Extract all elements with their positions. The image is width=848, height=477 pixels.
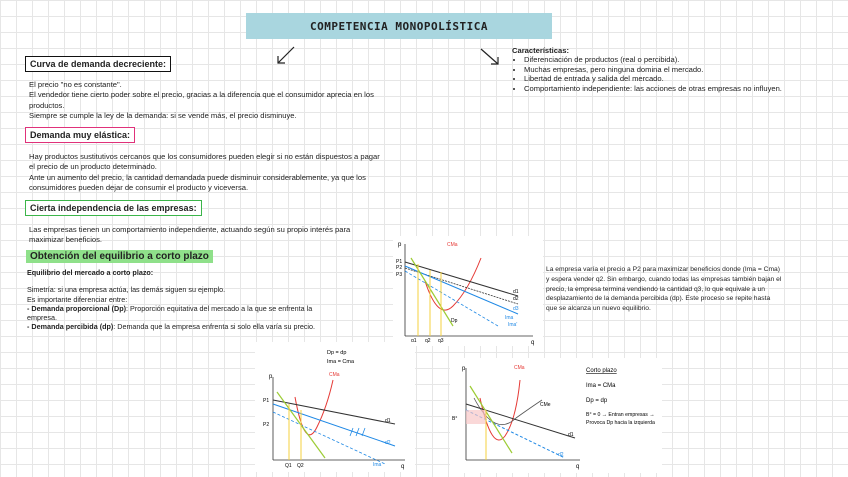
text-line: maximizar beneficios. [29, 235, 103, 245]
legend-line: Dp = dp [327, 350, 347, 356]
text-line: Siempre se cumple la ley de la demanda: si se vende más, el precio disminuye. [29, 110, 297, 120]
arrow-right-icon [478, 46, 506, 70]
heading-equilibrio: Obtención del equilibrio a corto plazo [26, 250, 213, 263]
dp-line [411, 258, 453, 326]
legend-corto-plazo [586, 368, 655, 426]
label-q1: Q1 [285, 463, 292, 469]
legend-line: Corto plazo [586, 368, 617, 374]
text-line: Es importante diferenciar entre: [27, 294, 128, 304]
label-d2: d2 [385, 440, 391, 446]
label-ima: Ima [373, 462, 382, 468]
heading-demanda-decreciente: Curva de demanda decreciente: [25, 56, 171, 72]
label-p3: P3 [396, 272, 403, 278]
text-line: El vendedor tiene cierto poder sobre el precio, gracias a la diferencia que el consumidor aprecia en los [29, 90, 374, 100]
text-line: El precio "no es constante". [29, 80, 122, 89]
page-title: COMPETENCIA MONOPOLÍSTICA [246, 13, 552, 39]
caracteristicas-title: Características: [512, 46, 569, 55]
definition-text: empresa. [27, 313, 57, 323]
ima-line [273, 412, 385, 464]
text-line: Hay productos sustitutivos cercanos que los consumidores pueden elegir si no están dispuestos a pagar [29, 152, 380, 161]
arrow-left-icon [270, 44, 300, 68]
definition-item [27, 304, 387, 313]
explicacion-text [546, 265, 846, 314]
list-item: • Comportamiento independiente: las acciones de otras empresas no influyen. [524, 84, 832, 94]
definition-item [27, 313, 387, 322]
heading-independencia: Cierta independencia de las empresas: [25, 200, 202, 216]
text-line: que se alcanza un nuevo equilibrio. [546, 305, 651, 313]
label-d2: d2 [558, 452, 564, 458]
label-d3: d3 [513, 306, 519, 312]
label-cma: CMa [514, 365, 525, 371]
legend-line: Provoca Dp hacia la izquierda [586, 420, 655, 426]
label-cme: CMe [540, 402, 551, 408]
label-cma: CMa [329, 372, 340, 378]
text-line: el precio de un producto determinado. [29, 162, 157, 172]
list-item: • Libertad de entrada y salida del mercado. [524, 74, 832, 84]
text-line: consumidores pueden dejar de consumir el producto y viceversa. [29, 182, 249, 192]
text-line: productos. [29, 100, 65, 110]
shift-arrows-icon [350, 428, 365, 436]
label-p2: P2 [263, 422, 270, 428]
text-line: y espera vender q2. Sin embargo, cuando todas las empresas también bajan el [546, 275, 782, 283]
label-d1: d1 [513, 289, 519, 295]
legend-line: Dp = dp [586, 398, 608, 404]
profit-area [466, 410, 486, 424]
axis-label-p: p [398, 242, 402, 248]
label-d2: d2 [513, 296, 519, 302]
axis-label-q: q [401, 464, 405, 470]
label-q2: Q2 [297, 463, 304, 469]
label-ima: Ima [505, 315, 514, 321]
text-independencia [29, 225, 429, 246]
list-item: • Muchas empresas, pero ninguna domina el mercado. [524, 65, 832, 75]
d1-line [405, 262, 518, 296]
text-line: Ante un aumento del precio, la cantidad demandada puede disminuir considerablemente, ya que los [29, 172, 366, 182]
list-item: • Diferenciación de productos (real o percibida). [524, 55, 832, 65]
definition-item [27, 322, 387, 331]
heading-demanda-elastica: Demanda muy elástica: [25, 127, 135, 143]
text-line: La empresa varía el precio a P2 para maximizar beneficios donde (Ima = Cma) [546, 266, 780, 273]
label-d1: d1 [385, 418, 391, 424]
text-line: desplazamiento de la demanda percibida (dp). Este proceso se repite hasta [546, 295, 771, 303]
graph-corto-plazo [450, 358, 662, 473]
legend-line: Ima = Cma [327, 359, 355, 365]
cma-curve [425, 258, 481, 310]
axis-label-p: p [269, 374, 273, 380]
text-equilibrio [27, 268, 387, 332]
text-demanda-decreciente [29, 80, 449, 121]
label-ima2: Ima' [508, 322, 518, 328]
graph-equilibrio-inicial [255, 342, 415, 472]
axis-label-q: q [531, 340, 535, 346]
label-p1: P1 [396, 259, 403, 265]
text-line: precio, la empresa termina vendiendo la cantidad q3, lo que equivale a un [546, 285, 765, 293]
text-demanda-elastica [29, 152, 449, 193]
definition-term: - Demanda proporcional (Dp) [27, 303, 127, 313]
definition-text: : Proporción equitativa del mercado a la que se enfrenta la [126, 303, 313, 313]
graph-equilibrio-ajuste [393, 236, 543, 346]
label-q1: q1 [411, 338, 417, 344]
label-p2: P2 [396, 265, 403, 271]
legend-line: B° = 0 → Entran empresas → [586, 412, 655, 418]
legend-line: Ima = CMa [586, 383, 616, 389]
caracteristicas-list [512, 55, 832, 94]
text-line: Las empresas tienen un comportamiento independiente, actuando según su propio interés para [29, 225, 351, 234]
definition-term: - Demanda percibida (dp) [27, 322, 114, 332]
d2-line [273, 404, 395, 446]
axis-label-p: p [462, 366, 466, 372]
label-d1: d1 [568, 432, 574, 438]
label-q2: q2 [425, 338, 431, 344]
label-dp: Dp [451, 318, 458, 324]
label-b: B° [452, 416, 458, 422]
label-cma: CMa [447, 242, 458, 248]
definition-text: : Demanda que la empresa enfrenta si solo ella varía su precio. [113, 322, 316, 332]
subheading-equilibrio: Equilibrio del mercado a corto plazo: [27, 268, 154, 277]
label-p1: P1 [263, 398, 270, 404]
text-line: Simetría: si una empresa actúa, las demás siguen su ejemplo. [27, 285, 226, 295]
d3-line [405, 266, 518, 314]
caracteristicas-panel [512, 46, 832, 94]
label-q3: q3 [438, 338, 444, 344]
axis-label-q: q [576, 464, 580, 470]
